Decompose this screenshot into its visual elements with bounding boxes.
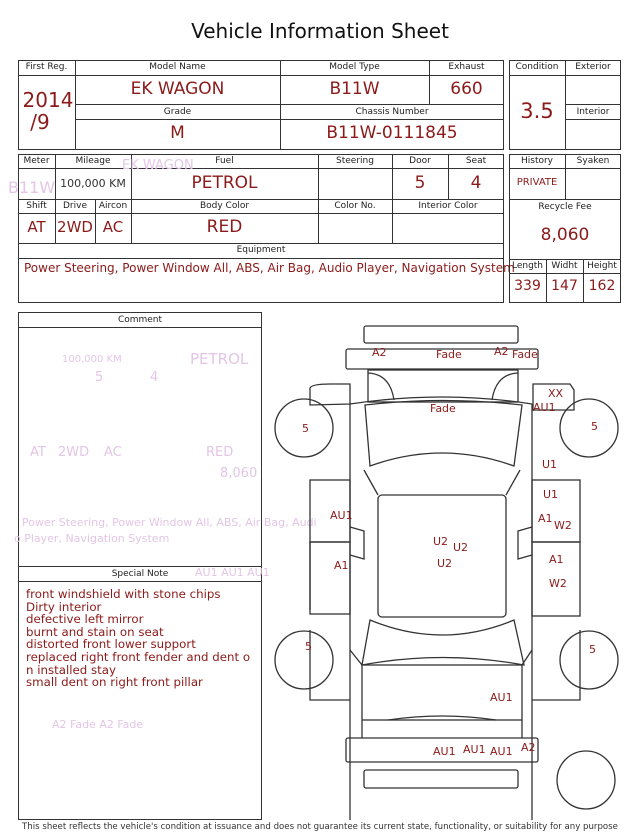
special-note-label: Special Note xyxy=(111,569,169,579)
first-reg-month: /9 xyxy=(30,110,50,134)
ghost-text: 8,060 xyxy=(220,466,258,481)
ghost-text: PETROL xyxy=(190,350,249,368)
equipment-label: Equipment xyxy=(236,245,286,255)
damage-mark: U2 xyxy=(453,541,469,554)
ghost-text: 4 xyxy=(150,370,159,385)
ghost-text: 5 xyxy=(95,370,104,385)
damage-mark: W2 xyxy=(554,519,572,532)
damage-mark: AU1 xyxy=(533,401,556,414)
damage-mark: Fade xyxy=(512,348,538,361)
interior-color-label: Interior Color xyxy=(418,201,478,211)
damage-mark: AU1 xyxy=(330,509,353,522)
syaken-label: Syaken xyxy=(576,156,610,166)
damage-mark: U1 xyxy=(543,488,559,501)
special-note-item: small dent on right front pillar xyxy=(26,675,203,690)
ghost-text: AU1 AU1 AU1 xyxy=(195,566,270,579)
damage-mark: U1 xyxy=(542,458,558,471)
comment-label: Comment xyxy=(117,315,163,325)
body-color-label: Body Color xyxy=(199,201,250,211)
damage-mark: U2 xyxy=(437,557,453,570)
disclaimer: This sheet reflects the vehicle's condition at issuance and does not guarantee its current state, functionality, or suitability for any purpose xyxy=(22,822,618,832)
ghost-text: A2 Fade A2 Fade xyxy=(52,718,144,731)
fuel-label: Fuel xyxy=(215,156,234,166)
exterior-label: Exterior xyxy=(575,62,611,72)
history-label: History xyxy=(520,156,554,166)
fuel-value: PETROL xyxy=(191,173,258,193)
special-note-item: replaced right front fender and dent o xyxy=(26,649,251,664)
interior-label: Interior xyxy=(576,107,610,117)
grade-value: M xyxy=(170,123,185,143)
drive-label: Drive xyxy=(63,201,87,211)
first-reg-label: First Reg. xyxy=(25,62,68,72)
model-type-label: Model Type xyxy=(329,62,380,72)
width-label: Widht xyxy=(551,261,578,271)
damage-mark: Fade xyxy=(436,348,462,361)
damage-mark: A1 xyxy=(334,559,349,572)
seat-label: Seat xyxy=(465,156,487,166)
damage-mark: A2 xyxy=(372,346,387,359)
mileage-label: Mileage xyxy=(75,156,111,166)
seat-value: 4 xyxy=(470,173,482,193)
condition-label: Condition xyxy=(515,62,559,72)
damage-mark: Fade xyxy=(430,402,456,415)
damage-mark: A1 xyxy=(538,512,553,525)
damage-mark: AU1 xyxy=(433,745,456,758)
grade-label: Grade xyxy=(163,107,192,117)
width-value: 147 xyxy=(551,278,578,294)
ghost-text: EK WAGON xyxy=(122,158,194,173)
tire-depth-mark: 5 xyxy=(591,420,598,433)
page-title: Vehicle Information Sheet xyxy=(191,19,449,43)
special-note-item: distorted front lower support xyxy=(26,637,196,652)
tire-depth-mark: 5 xyxy=(589,643,596,656)
recycle-label: Recycle Fee xyxy=(538,202,592,212)
shift-label: Shift xyxy=(26,201,47,211)
meter-label: Meter xyxy=(23,156,50,166)
model-type-value: B11W xyxy=(329,79,380,99)
special-note-item: n installed stay xyxy=(26,662,117,677)
special-note-item: front windshield with stone chips xyxy=(26,587,221,601)
drive-value: 2WD xyxy=(57,218,93,236)
height-label: Height xyxy=(587,261,617,271)
damage-mark: A2 xyxy=(521,741,536,754)
equipment-value: Power Steering, Power Window All, ABS, Air Bag, Audio Player, Navigation System xyxy=(24,261,515,275)
condition-score: 3.5 xyxy=(520,99,554,123)
damage-mark: A1 xyxy=(549,553,564,566)
length-label: Length xyxy=(511,261,544,271)
chassis-label: Chassis Number xyxy=(355,107,429,117)
exhaust-label: Exhaust xyxy=(448,62,485,72)
tire-depth-mark: 5 xyxy=(305,640,312,653)
ghost-text: o Player, Navigation System xyxy=(14,532,170,545)
aircon-value: AC xyxy=(102,218,124,236)
height-value: 162 xyxy=(588,278,616,294)
door-label: Door xyxy=(409,156,431,166)
special-note-item: defective left mirror xyxy=(26,612,144,627)
chassis-value: B11W-0111845 xyxy=(326,123,458,143)
ghost-text: 100,000 KM xyxy=(62,354,122,365)
damage-mark: AU1 xyxy=(490,691,513,704)
door-value: 5 xyxy=(414,173,426,193)
model-name-value: EK WAGON xyxy=(130,79,225,99)
length-value: 339 xyxy=(514,278,541,294)
ghost-text: AC xyxy=(104,445,122,460)
aircon-label: Aircon xyxy=(98,201,128,211)
damage-mark: W2 xyxy=(549,577,567,590)
damage-mark: AU1 xyxy=(490,745,513,758)
ghost-text: B11W xyxy=(8,178,56,197)
damage-mark: U2 xyxy=(433,535,449,548)
ghost-text: 2WD xyxy=(58,445,90,460)
mileage-value: 100,000 KM xyxy=(60,177,126,190)
damage-mark: AU1 xyxy=(463,743,486,756)
ghost-text: RED xyxy=(206,445,234,460)
ghost-text: AT xyxy=(30,445,46,460)
model-name-label: Model Name xyxy=(149,62,206,72)
history-value: PRIVATE xyxy=(516,177,558,188)
ghost-text: Power Steering, Power Window All, ABS, Air Bag, Audi xyxy=(22,516,317,529)
special-note-item: Dirty interior xyxy=(26,599,102,614)
special-note-list xyxy=(26,588,250,689)
recycle-value: 8,060 xyxy=(540,225,590,245)
exhaust-value: 660 xyxy=(450,79,483,99)
body-color-value: RED xyxy=(206,217,243,237)
steering-label: Steering xyxy=(336,156,374,166)
damage-mark: A2 xyxy=(494,345,509,358)
first-reg-year: 2014 xyxy=(22,88,74,112)
shift-value: AT xyxy=(27,218,46,236)
tire-depth-mark: 5 xyxy=(302,422,309,435)
color-no-label: Color No. xyxy=(334,201,376,211)
damage-mark: XX xyxy=(548,387,564,400)
special-note-item: burnt and stain on seat xyxy=(26,624,164,639)
